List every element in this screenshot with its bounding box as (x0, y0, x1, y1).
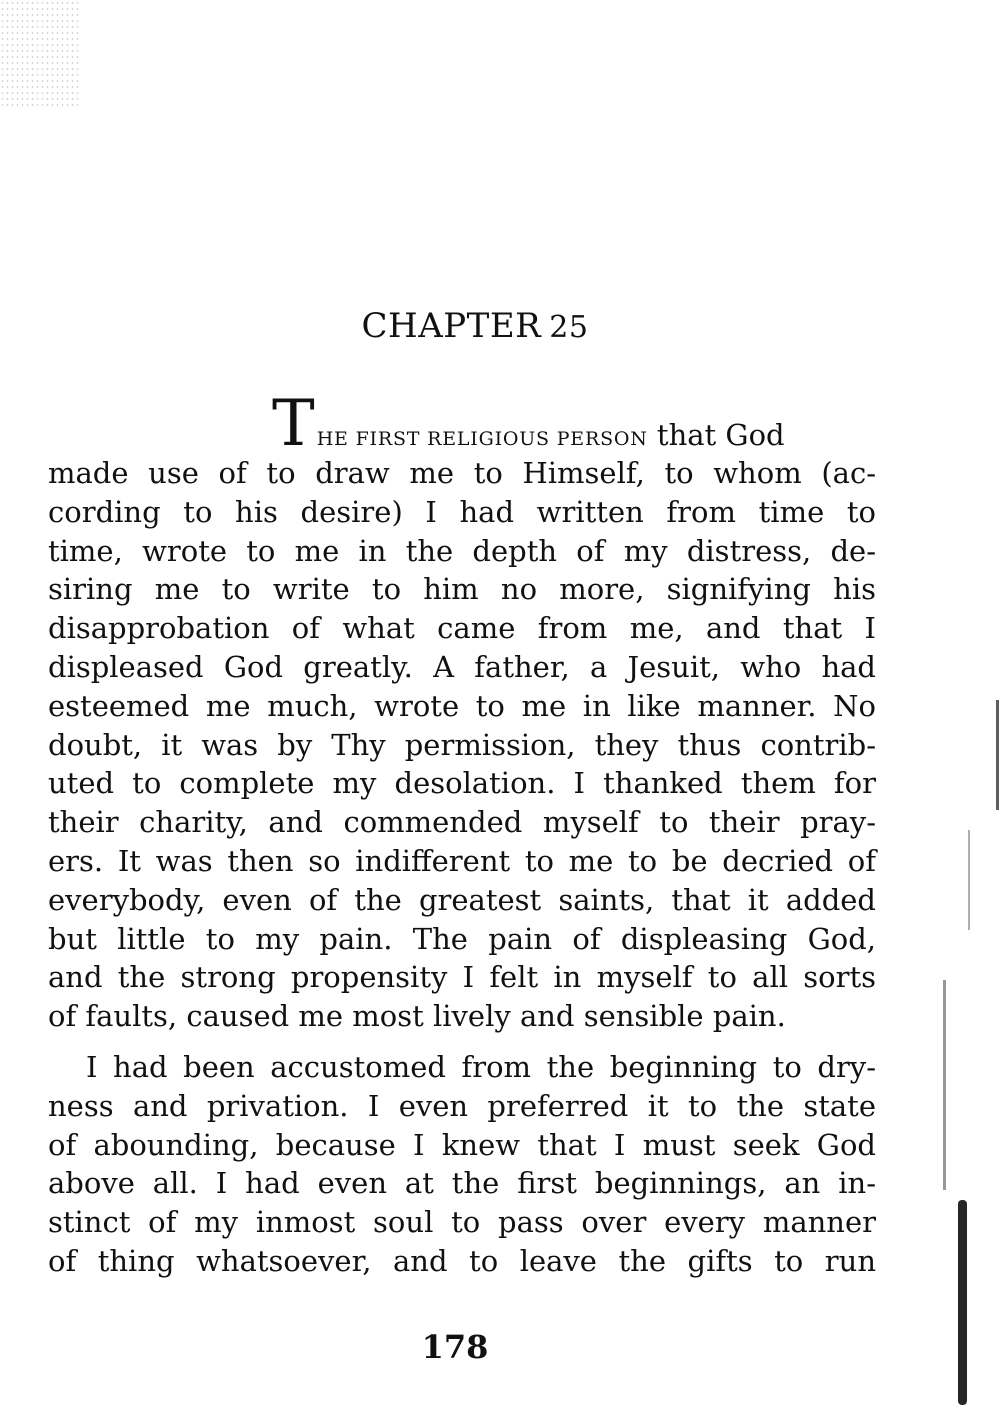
text-line: siring me to write to him no more, signifying his (48, 572, 876, 607)
text-line: and the strong propensity I felt in myself to all sorts (48, 960, 876, 995)
scan-edge-mark (996, 700, 999, 810)
text-line: time, wrote to me in the depth of my distress, de- (48, 533, 876, 568)
opening-line (272, 387, 876, 461)
chapter-number: 25 (549, 310, 589, 345)
scan-edge-mark (943, 980, 946, 1190)
text-line: stinct of my inmost soul to pass over every manner (48, 1205, 876, 1240)
opening-small-caps: HE FIRST RELIGIOUS PERSON (316, 428, 648, 450)
chapter-label: CHAPTER (361, 306, 542, 346)
text-line: everybody, even of the greatest saints, that it added (48, 882, 876, 917)
scan-speckle (0, 0, 80, 110)
drop-cap: T (272, 387, 315, 461)
text-line: I had been accustomed from the beginning to dry- (86, 1050, 876, 1084)
text-line: of faults, caused me most lively and sensible pain. (48, 999, 786, 1034)
text-line: ness and privation. I even preferred it to the state (48, 1088, 876, 1123)
paragraph-1 (48, 454, 876, 1036)
text-line: of abounding, because I knew that I must seek God (48, 1127, 876, 1162)
scan-edge-mark (968, 830, 970, 930)
text-line: disapprobation of what came from me, and that I (48, 611, 876, 646)
text-line: ers. It was then so indifferent to me to be decried of (48, 843, 876, 878)
text-line: cording to his desire) I had written from time to (48, 494, 876, 529)
text-line: but little to my pain. The pain of displeasing God, (48, 921, 876, 956)
text-line: uted to complete my desolation. I thanked them for (48, 766, 876, 801)
text-line: displeased God greatly. A father, a Jesuit, who had (48, 649, 876, 684)
chapter-heading (0, 306, 950, 346)
text-line: their charity, and commended myself to their pray- (48, 805, 876, 840)
scan-edge-mark (958, 1200, 967, 1405)
text-line: above all. I had even at the first beginnings, an in- (48, 1166, 876, 1201)
paragraph-2 (48, 1048, 876, 1281)
text-line: esteemed me much, wrote to me in like manner. No (48, 688, 876, 723)
opening-rest: that God (647, 418, 785, 452)
text-line: of thing whatsoever, and to leave the gifts to run (48, 1243, 876, 1278)
page-number: 178 (421, 1328, 489, 1366)
text-line: made use of to draw me to Himself, to whom (ac- (48, 456, 876, 490)
text-line: doubt, it was by Thy permission, they thus contrib- (48, 727, 876, 762)
